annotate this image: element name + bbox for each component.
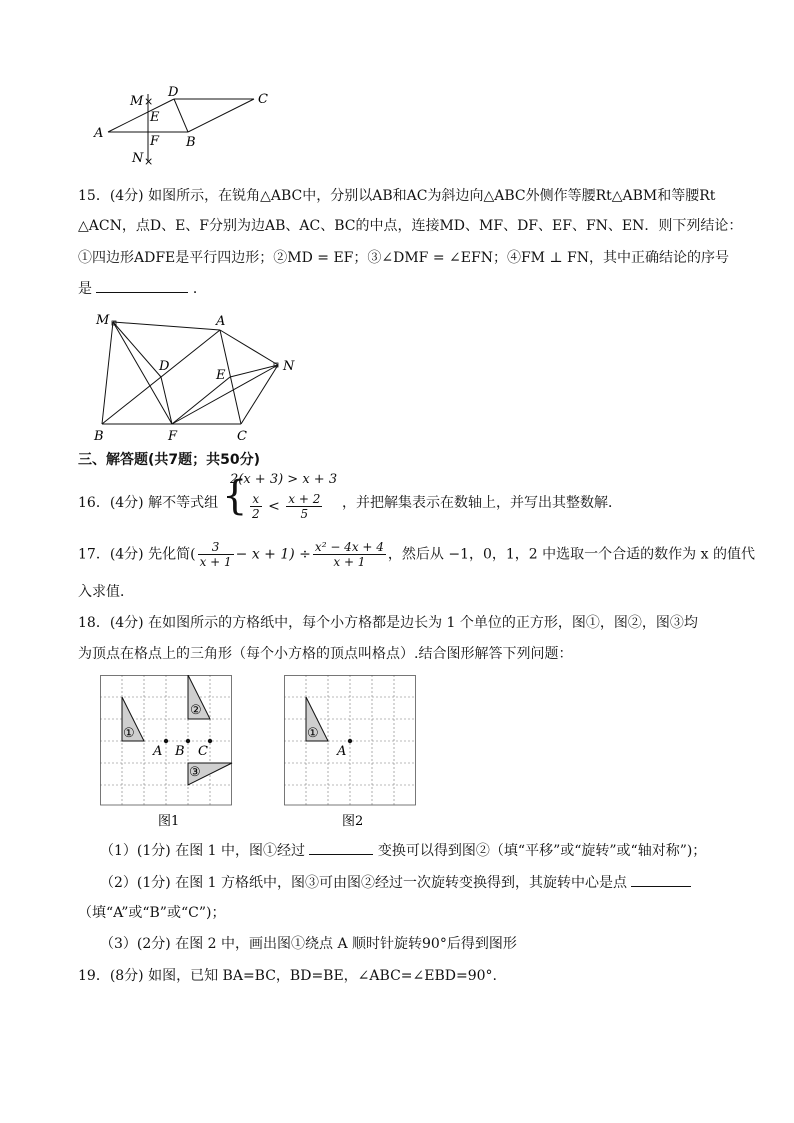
fig15-line-MD [113,322,161,377]
q15-line-2: △ACN，点D、E、F分别为边AB、AC、BC的中点，连接MD、MF、DF、EF、FN、EN．则下列结论： [78,218,743,234]
fig2-label-t1: ① [307,726,319,741]
q15-line-1: 15．(4分) 如图所示，在锐角△ABC中，分别以AB和AC为斜边向△ABC外侧作等腰Rt△ABM和等腰Rt [78,188,716,204]
fig1-label-B: B [175,744,185,759]
fig15-label-F: F [168,429,178,444]
q16-suffix: ，并把解集表示在数轴上，并写出其整数解． [342,495,622,511]
q18-line-1: 18．(4分) 在如图所示的方格纸中，每个小方格都是边长为 1 个单位的正方形，图①，图②，图③均 [78,615,698,631]
fig15-line-AN [220,330,278,365]
q16-brace: { [222,473,248,519]
q17-frac1-num: 3 [198,540,234,555]
fig14-label-F: F [150,134,160,149]
q18-sub-1 [100,840,706,861]
fig15-label-M: M [96,313,110,328]
q18-line-2: 为顶点在格点上的三角形（每个小方格的顶点叫格点）.结合图形解答下列问题： [78,646,573,662]
fig14-line-CB [188,99,254,132]
q18-sub1-blank[interactable] [309,840,373,855]
fig15-line-DF [161,377,172,424]
fig1-caption: 图1 [158,814,180,829]
fig15-line-MA [113,322,220,330]
fig1-label-t2: ② [190,703,202,718]
fig15-line-EN [230,365,278,377]
q16-frac2-den: 5 [300,507,309,521]
fig14-label-D: D [168,85,179,100]
q16-prefix: 16．(4分) 解不等式组 [78,495,219,511]
q16-op: < [268,498,280,515]
fig14-label-B: B [186,135,196,150]
q17-frac2-num: x² − 4x + 4 [314,540,384,554]
fig14-label-A: A [94,126,104,141]
fig1-label-C: C [198,744,208,759]
fig15-label-N: N [283,359,295,374]
fig14-label-M: M [130,94,144,109]
section-3-heading: 三、解答题(共7题；共50分) [78,452,261,468]
fig15-label-E: E [216,368,226,383]
fig2-point-A [348,739,352,743]
fig14-label-N: N [132,151,144,166]
fig15-label-B: B [94,429,104,444]
q17-prefix: 17．(4分) 先化简( [78,546,196,563]
fig14-mark-N: × [144,155,154,168]
fig15-line-NC [241,365,278,424]
q17-frac1-den: x + 1 [199,555,232,569]
q18-sub2-blank[interactable] [631,872,691,887]
fig1-point-A [164,739,168,743]
fig14-line-DB [174,99,188,132]
fig1-label-t1: ① [123,726,135,741]
q16-inequality-2 [248,492,324,521]
q18-sub-2 [100,872,691,893]
fig15-line-EF [172,377,230,424]
q18-sub2-prefix: （2）(1分) 在图 1 方格纸中，图③可由图②经过一次旋转变换得到，其旋转中心是点 [100,875,627,891]
q16-frac2-num: x + 2 [288,492,321,506]
q17-line-2: 入求值． [78,584,134,600]
fig15-label-D: D [159,359,170,374]
fig1-label-t3: ③ [189,765,201,780]
q18-sub2-line-2: （填“A”或“B”或“C”)； [78,905,226,921]
figure-18-grid-2 [284,675,419,835]
q17-suffix: ，然后从 −1，0，1，2 中选取一个合适的数作为 x 的值代 [387,546,755,563]
fig1-label-A: A [153,744,163,759]
q16-frac1-den: 2 [252,507,260,521]
q15-prefix: 是 [78,281,92,297]
fig14-label-C: C [258,92,268,107]
q15-answer-blank[interactable] [96,278,188,293]
fig15-label-A: A [216,314,226,329]
q17-line-1 [78,540,755,569]
q16-frac1-num: x [250,492,262,507]
fig14-label-E: E [150,110,160,125]
fig2-caption: 图2 [342,814,364,829]
q17-mid: − x + 1) ÷ [235,546,311,563]
q18-sub1-suffix: 变换可以得到图②（填“平移”或“旋转”或“轴对称”)； [377,843,707,859]
q16-block [78,472,718,528]
figure-14-parallelogram [88,84,288,170]
figure-18-grid-1 [100,675,235,835]
figure-15-triangles [88,308,308,448]
fig14-mark-M: × [144,95,154,108]
q15-line-4 [78,278,207,299]
q15-suffix: ． [192,281,207,297]
q19-line: 19．(8分) 如图，已知 BA=BC，BD=BE，∠ABC=∠EBD=90°. [78,968,497,984]
fig2-label-A: A [337,744,347,759]
q16-inequality-1: 2(x + 3) > x + 3 [230,472,338,487]
fig15-label-C: C [237,429,247,444]
fig1-point-C [208,739,212,743]
q18-sub-3: （3）(2分) 在图 2 中，画出图①绕点 A 顺时针旋转90°后得到图形 [100,936,517,952]
q17-frac2-den: x + 1 [333,555,366,569]
q18-sub1-prefix: （1）(1分) 在图 1 中，图①经过 [100,843,305,859]
fig15-line-MB [102,322,113,424]
q15-line-3: ①四边形ADFE是平行四边形；②MD = EF；③∠DMF = ∠EFN；④FM ⊥ FN，其中正确结论的序号 [78,250,730,266]
fig1-point-B [186,739,190,743]
